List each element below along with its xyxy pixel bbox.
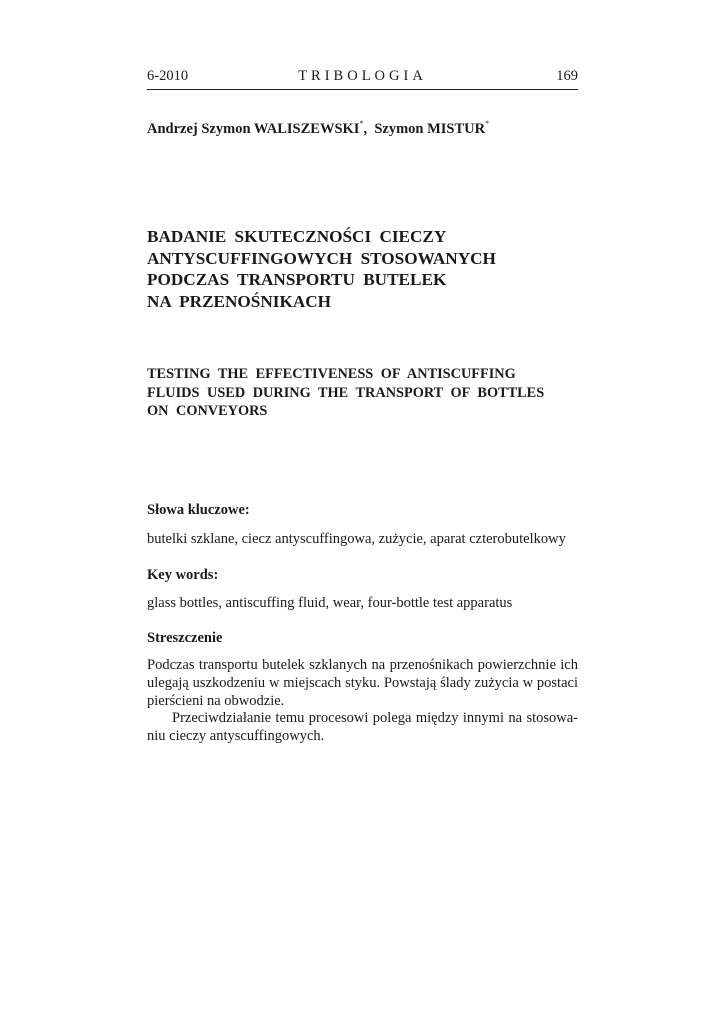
abstract-line: Przeciwdziałanie temu procesowi polega między innymi na stosowa-	[172, 710, 578, 727]
title-line: BADANIE SKUTECZNOŚCI CIECZY	[147, 227, 447, 246]
author-separator: ,	[363, 121, 368, 137]
issue-number: 6-2010	[147, 68, 189, 84]
abstract-line: niu cieczy antyscuffingowych.	[147, 728, 325, 745]
title-line: ON CONVEYORS	[147, 403, 268, 419]
author-name: Szymon MISTUR	[374, 121, 486, 137]
keywords-en-heading: Key words:	[147, 567, 219, 583]
keywords-en-text: glass bottles, antiscuffing fluid, wear, four-bottle test apparatus	[147, 595, 513, 611]
journal-name: TRIBOLOGIA	[298, 68, 427, 84]
abstract-line: Podczas transportu butelek szklanych na przenośnikach powierzchnie ich	[147, 657, 578, 673]
abstract-body	[147, 657, 578, 746]
author-name: Andrzej Szymon WALISZEWSKI	[147, 121, 360, 137]
keywords-pl-text: butelki szklane, ciecz antyscuffingowa, zużycie, aparat czterobutelkowy	[147, 531, 566, 547]
running-header	[147, 68, 578, 90]
keywords-pl-heading: Słowa kluczowe:	[147, 502, 250, 518]
title-line: TESTING THE EFFECTIVENESS OF ANTISCUFFING	[147, 366, 516, 382]
affiliation-mark: *	[485, 119, 490, 128]
title-line: FLUIDS USED DURING THE TRANSPORT OF BOTTLES	[147, 384, 545, 401]
title-line: ANTYSCUFFINGOWYCH STOSOWANYCH	[147, 248, 496, 268]
title-line: NA PRZENOŚNIKACH	[147, 291, 332, 311]
title-english	[147, 365, 578, 421]
abstract-line: pierścieni na obwodzie.	[147, 692, 285, 709]
title-polish	[147, 226, 587, 312]
page-number: 169	[556, 68, 578, 84]
title-line: PODCZAS TRANSPORTU BUTELEK	[147, 270, 447, 289]
abstract-line: ulegają uszkodzeniu w miejscach styku. Powstają ślady zużycia w postaci	[147, 674, 578, 691]
affiliation-mark: *	[359, 119, 364, 128]
abstract-heading: Streszczenie	[147, 630, 223, 646]
author-line	[147, 119, 489, 138]
